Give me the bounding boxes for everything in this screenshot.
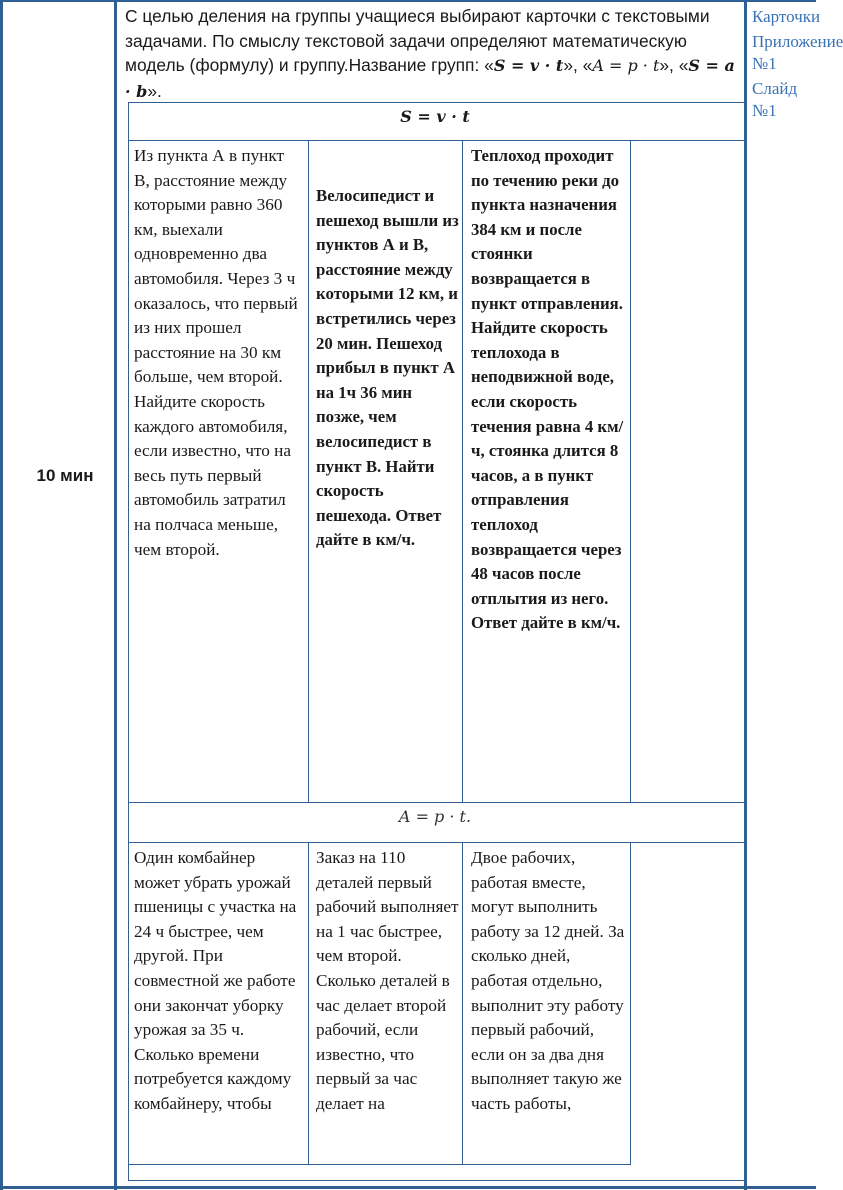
task-combines: Один комбайнер может убрать урожай пшеницы с участка на 24 ч быстрее, чем другой. При совместной же работе они закончат уборку урожая за 35 ч. Сколько времени потребуется каждому комбайнеру, чтобы — [134, 848, 297, 1113]
intro-text: С целью деления на группы учащиеся выбирают карточки с текстовыми задачами. По смыслу текстовой задачи определяют математическую модель (формулу) и группу.Название групп: «S = v · t», «A = p · t», «S = a · b». — [125, 6, 735, 101]
group-formula-2: A = p · t — [592, 56, 660, 75]
inner-row4 — [128, 1164, 631, 1165]
task-cyclist: Велосипедист и пешеход вышли из пунктов А и В, расстояние между которыми 12 км, и встретились через 20 мин. Пешеход прибыл в пункт А на 1ч 36 мин позже, чем велосипедист в пункт В. Найти скорость пешехода. Ответ дайте в км/ч. — [316, 186, 459, 550]
section-formula-work: A = p · t. — [398, 807, 472, 826]
inner-bottom — [128, 1180, 744, 1181]
inner-col4-b — [630, 842, 631, 1164]
intro-body: С целью деления на группы учащиеся выбирают карточки с текстовыми задачами. По смыслу текстовой задачи определяют математическую модель (формулу) и группу.Название групп: — [125, 6, 710, 75]
time-label: 10 мин — [36, 466, 94, 485]
inner-row3 — [128, 842, 744, 843]
task-ship: Теплоход проходит по течению реки до пункта назначения 384 км и после стоянки возвращается в пункт отправления. Найдите скорость теплохода в неподвижной воде, если скорость течения равна 4 км/ч, стоянка длится 8 часов, а в пункт отправления теплоход возвращается через 48 часов после отплытия из него. Ответ дайте в км/ч. — [471, 146, 624, 633]
resource-slide: Слайд №1 — [752, 79, 798, 120]
inner-col3-a — [462, 140, 463, 802]
frame-bottom — [0, 1186, 816, 1189]
frame-col-side — [744, 0, 747, 1190]
frame-col-time — [114, 0, 117, 1190]
inner-col2-a — [308, 140, 309, 802]
inner-col4-a — [630, 140, 631, 802]
frame-left — [0, 0, 3, 1190]
resource-appendix: Приложение №1 — [752, 32, 843, 73]
inner-row1 — [128, 140, 744, 141]
inner-row2 — [128, 802, 744, 803]
inner-col3-b — [462, 842, 463, 1164]
resource-cards: Карточки — [752, 7, 821, 26]
group-formula-1: S = v · t — [493, 56, 564, 75]
frame-top — [0, 0, 816, 2]
inner-col2-b — [308, 842, 309, 1164]
inner-left — [128, 102, 129, 1180]
section-formula-distance: S = v · t — [400, 107, 470, 126]
task-two-workers: Двое рабочих, работая вместе, могут выполнить работу за 12 дней. За сколько дней, работая отдельно, выполнит эту работу первый рабочий, если он за два дня выполняет такую же часть работы, — [471, 848, 625, 1113]
task-parts-order: Заказ на 110 деталей первый рабочий выполняет на 1 час быстрее, чем второй. Сколько деталей в час делает второй рабочий, если известно, что первый за час делает на — [316, 848, 459, 1113]
resources-column — [752, 6, 843, 125]
task-cars: Из пункта А в пункт В, расстояние между которыми равно 360 км, выехали одновременно два автомобиля. Через 3 ч оказалось, что первый из них прошел расстояние на 30 км больше, чем второй. Найдите скорость каждого автомобиля, если известно, что на весь путь первый автомобиль затратил на полчаса меньше, чем второй. — [134, 146, 298, 559]
group-formula-3: S = a · b — [125, 56, 735, 101]
